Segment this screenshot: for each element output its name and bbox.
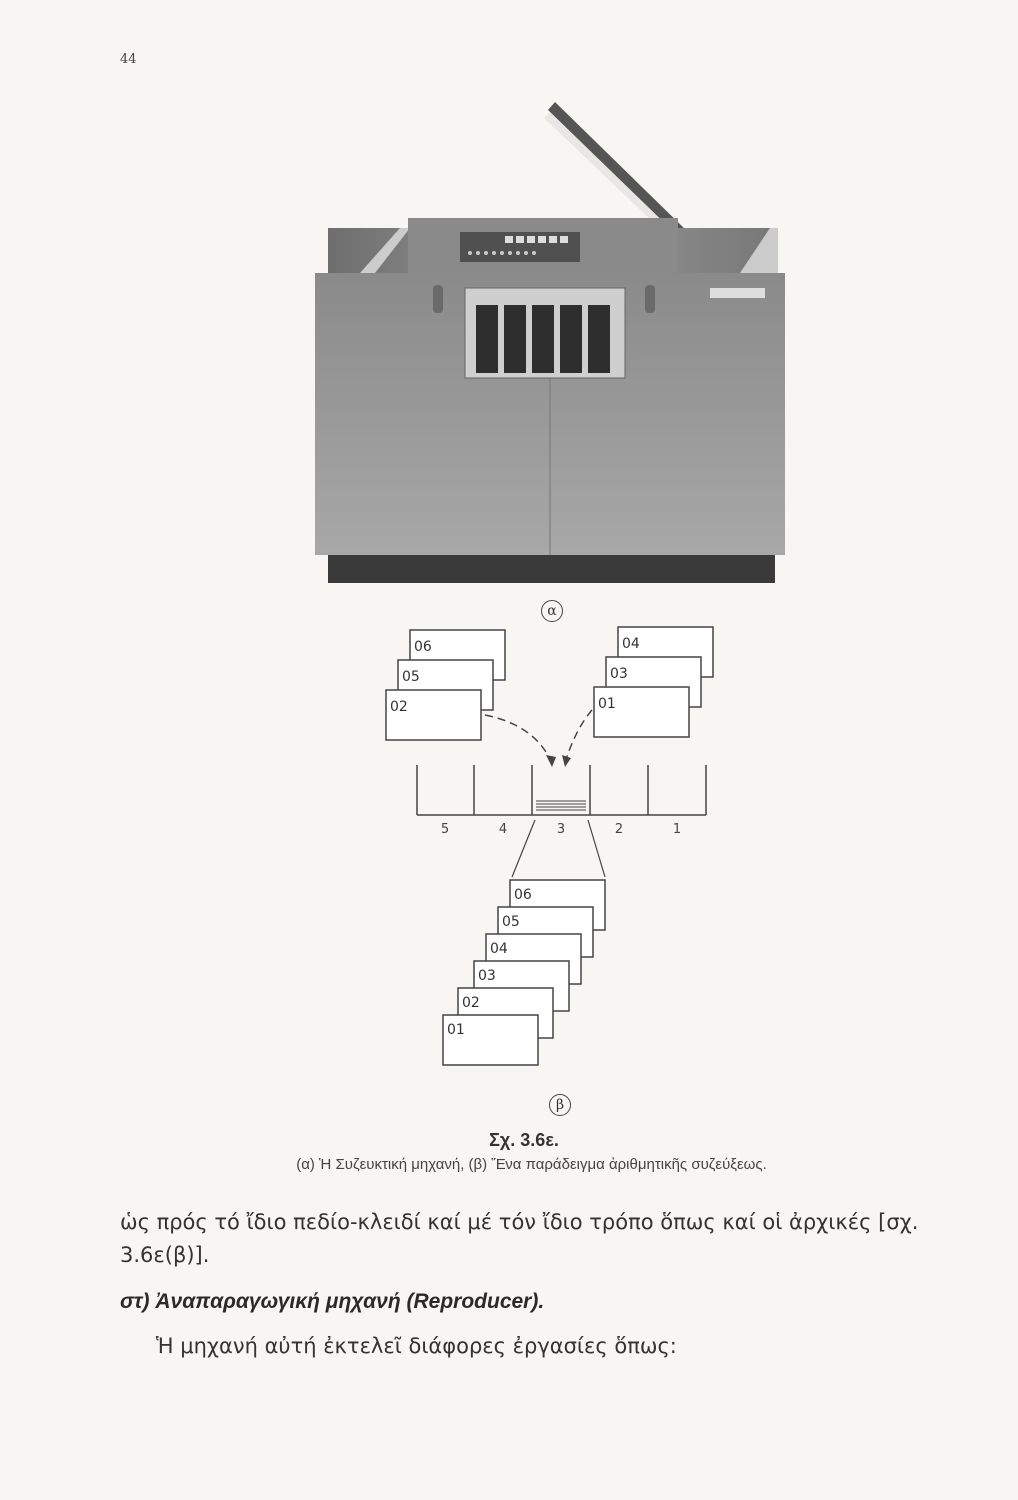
right-card-label: 04 (622, 636, 640, 652)
merged-card-label: 04 (490, 941, 508, 957)
right-card-label: 01 (598, 696, 616, 712)
figure-caption-title: Σχ. 3.6ε. (489, 1130, 559, 1150)
section-heading: στ) Ἀναπαραγωγική μηχανή (Reproducer). (120, 1290, 545, 1313)
collator-machine-photo (300, 90, 800, 590)
right-card-label: 03 (610, 666, 628, 682)
collation-diagram (360, 615, 760, 1095)
paragraph-1: ὡς πρός τό ἴδιο πεδίο-κλειδί καί μέ τόν ἴδιο τρόπο ὅπως καί οἱ ἀρχικές [σχ. 3.6ε(β)]. (120, 1210, 919, 1267)
pocket-number: 4 (498, 822, 508, 837)
merged-card-label: 02 (462, 995, 480, 1011)
left-card-label: 05 (402, 669, 420, 685)
right-card-deck (594, 627, 713, 737)
pocket-number: 2 (614, 822, 624, 837)
pocket-number: 3 (556, 822, 566, 837)
page-number: 44 (120, 52, 137, 67)
figure-label-b: β (549, 1094, 571, 1116)
pocket-number: 5 (440, 822, 450, 837)
merged-card-label: 05 (502, 914, 520, 930)
merged-card-label: 03 (478, 968, 496, 984)
figure-label-a: α (541, 600, 563, 622)
merged-card-deck (443, 880, 605, 1065)
left-card-label: 02 (390, 699, 408, 715)
merged-card-label: 01 (447, 1022, 465, 1038)
left-card-label: 06 (414, 639, 432, 655)
figure-caption-text: (α) Ἡ Συζευκτική μηχανή, (β) Ἕνα παράδειγμα ἀριθμητικῆς συζεύξεως. (296, 1156, 767, 1173)
merged-card-label: 06 (514, 887, 532, 903)
pocket-number: 1 (672, 822, 682, 837)
left-card-deck (386, 630, 505, 740)
paragraph-2: Ἡ μηχανή αὐτή ἐκτελεῖ διάφορες ἐργασίες ὅπως: (156, 1334, 677, 1358)
